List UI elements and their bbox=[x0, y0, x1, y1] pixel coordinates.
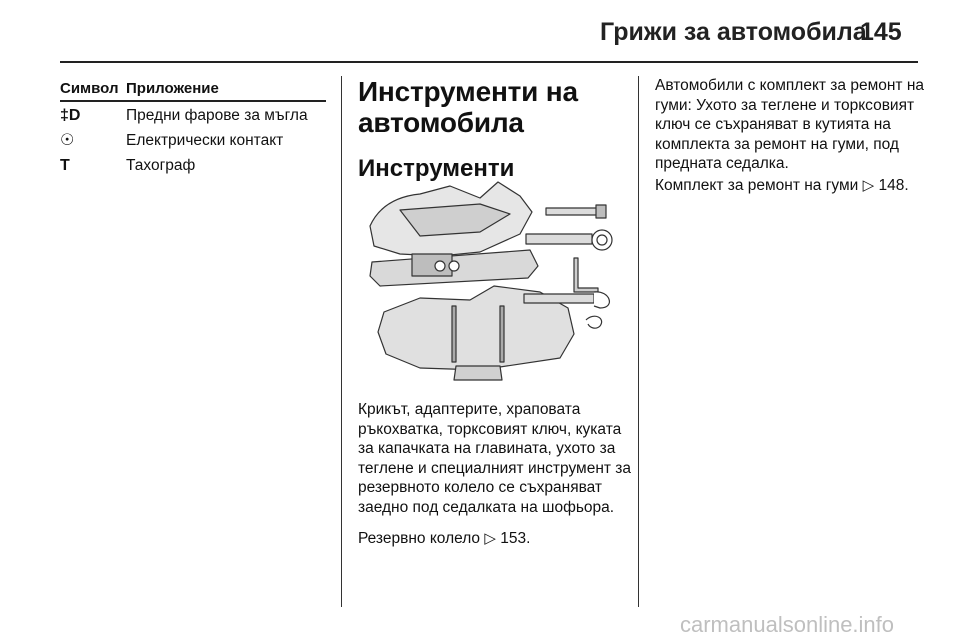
column-header-application: Приложение bbox=[126, 80, 219, 97]
symbol-table bbox=[60, 80, 326, 177]
reference-arrow-icon: ▷ bbox=[862, 177, 875, 194]
table-row bbox=[60, 155, 326, 177]
row-text: Електрически контакт bbox=[126, 132, 284, 149]
section-subheading: Инструменти bbox=[358, 155, 515, 182]
tachograph-icon: T bbox=[60, 157, 70, 174]
row-text: Предни фарове за мъгла bbox=[126, 107, 308, 124]
fog-light-icon: ‡D bbox=[60, 107, 81, 124]
section-heading: Инструменти на автомобила bbox=[358, 76, 578, 138]
repair-kit-paragraph: Автомобили с комплект за ремонт на гуми: Ухото за теглене и торксовият ключ се съхраняват в кутията на комплекта за ремонт на гуми, под предната седалка. bbox=[655, 77, 925, 172]
table-row bbox=[60, 130, 326, 152]
header-title: Грижи за автомобила bbox=[600, 18, 867, 46]
watermark: carmanualsonline.info bbox=[680, 612, 895, 637]
tools-illustration bbox=[360, 174, 622, 386]
reference-arrow-icon: ▷ bbox=[484, 530, 496, 547]
caption-text: Крикът, адаптерите, храповата ръкохватка, торксовият ключ, куката за капачката на главината, ухото за теглене и специалният инструмент за резервното колело се съхраняват заедно под седалката на шофьора. bbox=[358, 401, 632, 516]
spare-wheel-text bbox=[358, 529, 633, 549]
column-header-symbol: Символ bbox=[60, 80, 119, 97]
header-rule bbox=[60, 61, 918, 63]
repair-kit-ref[interactable]: 148. bbox=[878, 177, 909, 194]
spare-wheel-label: Резервно колело bbox=[358, 530, 481, 547]
table-row bbox=[60, 105, 326, 127]
column-divider bbox=[638, 76, 639, 607]
spare-wheel-ref[interactable]: 153. bbox=[500, 530, 531, 547]
row-text: Тахограф bbox=[126, 157, 196, 174]
table-header bbox=[60, 80, 326, 102]
repair-kit-text bbox=[655, 176, 930, 196]
column-divider bbox=[341, 76, 342, 607]
page-number: 145 bbox=[860, 18, 902, 46]
power-outlet-icon: ☉ bbox=[60, 132, 75, 149]
repair-kit-label: Комплект за ремонт на гуми bbox=[655, 177, 859, 194]
